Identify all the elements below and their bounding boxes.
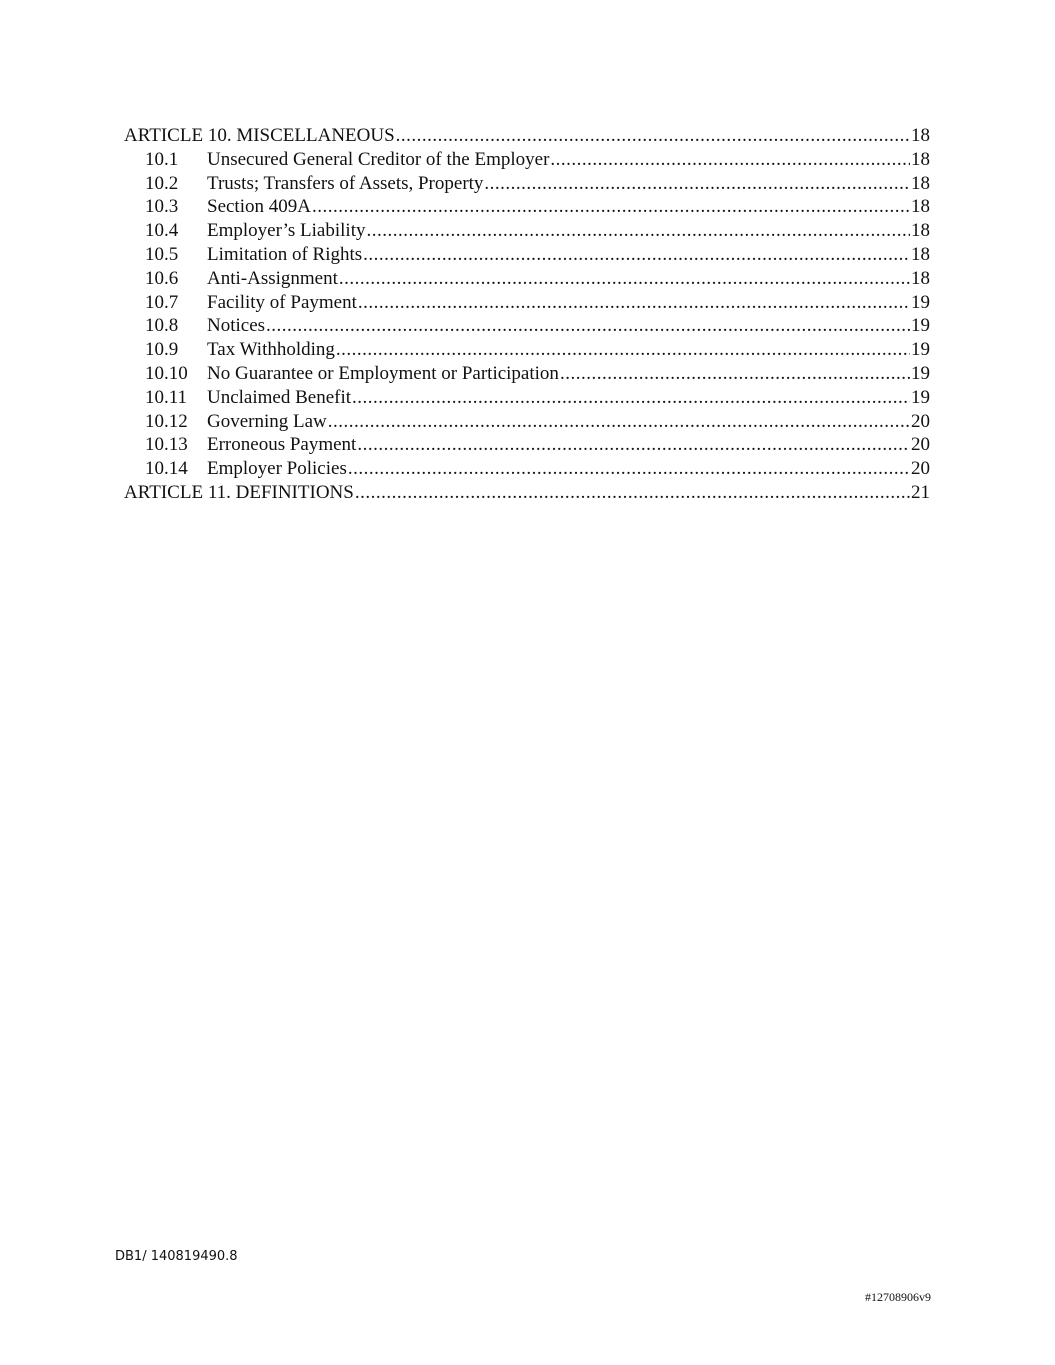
footer-document-id: DB1/ 140819490.8: [115, 1249, 238, 1264]
toc-page-number: 20: [911, 458, 930, 480]
toc-page-number: 18: [911, 148, 930, 170]
dot-leader: [550, 148, 910, 172]
toc-entry-section[interactable]: [124, 386, 930, 410]
toc-entry-title: Limitation of Rights: [207, 243, 363, 265]
toc-entry-title: ARTICLE 11. DEFINITIONS: [124, 481, 354, 503]
toc-section-number: 10.11: [145, 386, 188, 408]
footer-revision-number: #12708906v9: [865, 1290, 931, 1304]
toc-section-number: 10.1: [145, 148, 179, 170]
toc-page-number: 21: [911, 481, 930, 503]
toc-page-number: 19: [911, 291, 930, 313]
toc-page-number: 20: [911, 434, 930, 456]
toc-entry-article-11[interactable]: [124, 481, 930, 505]
toc-entry-title: No Guarantee or Employment or Participation: [207, 362, 559, 384]
toc-entry-title: Unclaimed Benefit: [207, 386, 352, 408]
toc-entry-section[interactable]: [124, 267, 930, 291]
toc-entry-title: Facility of Payment: [207, 291, 357, 313]
toc-section-number: 10.8: [145, 315, 179, 337]
dot-leader: [352, 386, 910, 410]
toc-section-number: 10.9: [145, 339, 179, 361]
dot-leader: [312, 195, 910, 219]
toc-section-number: 10.5: [145, 243, 179, 265]
dot-leader: [484, 172, 910, 196]
dot-leader: [266, 314, 910, 338]
toc-entry-title: Notices: [207, 315, 266, 337]
toc-entry-section[interactable]: [124, 410, 930, 434]
toc-entry-title: Governing Law: [207, 410, 327, 432]
dot-leader: [396, 124, 910, 148]
toc-page-number: 18: [911, 243, 930, 265]
dot-leader: [339, 267, 910, 291]
toc-section-number: 10.4: [145, 220, 179, 242]
toc-page-number: 20: [911, 410, 930, 432]
dot-leader: [560, 362, 910, 386]
toc-section-number: 10.7: [145, 291, 179, 313]
toc-section-number: 10.10: [145, 362, 188, 384]
toc-entry-section[interactable]: [124, 338, 930, 362]
toc-entry-title: Tax Withholding: [207, 339, 335, 361]
dot-leader: [328, 410, 910, 434]
toc-entry-section[interactable]: [124, 457, 930, 481]
dot-leader: [367, 219, 911, 243]
toc-section-number: 10.12: [145, 410, 188, 432]
toc-page-number: 18: [911, 125, 930, 146]
toc-entry-title: Employer Policies: [207, 458, 347, 480]
toc-entry-title: Anti-Assignment: [207, 267, 338, 289]
toc-entry-section[interactable]: [124, 172, 930, 196]
toc-entry-section[interactable]: [124, 433, 930, 457]
toc-section-number: 10.14: [145, 458, 188, 480]
toc-entry-title: Section 409A: [207, 196, 311, 218]
dot-leader: [363, 243, 910, 267]
table-of-contents: [124, 124, 930, 505]
dot-leader: [336, 338, 910, 362]
toc-entry-title: Trusts; Transfers of Assets, Property: [207, 172, 484, 194]
toc-page-number: 18: [911, 267, 930, 289]
toc-entry-title: Employer’s Liability: [207, 220, 366, 242]
toc-section-number: 10.13: [145, 434, 188, 456]
toc-entry-section[interactable]: [124, 314, 930, 338]
toc-page-number: 19: [911, 339, 930, 361]
dot-leader: [355, 481, 910, 505]
toc-page-number: 18: [911, 172, 930, 194]
toc-entry-section[interactable]: [124, 195, 930, 219]
toc-entry-section[interactable]: [124, 219, 930, 243]
toc-entry-title: Erroneous Payment: [207, 434, 357, 456]
toc-page-number: 18: [911, 196, 930, 218]
toc-section-number: 10.3: [145, 196, 179, 218]
toc-section-number: 10.6: [145, 267, 179, 289]
toc-entry-section[interactable]: [124, 243, 930, 267]
dot-leader: [357, 433, 910, 457]
toc-entry-title: Unsecured General Creditor of the Employer: [207, 148, 550, 170]
toc-entry-section[interactable]: [124, 362, 930, 386]
toc-section-number: 10.2: [145, 172, 179, 194]
toc-page-number: 19: [911, 386, 930, 408]
toc-page-number: 19: [911, 362, 930, 384]
toc-page-number: 19: [911, 315, 930, 337]
toc-entry-title: ARTICLE 10. MISCELLANEOUS: [124, 125, 395, 146]
toc-entry-section[interactable]: [124, 291, 930, 315]
dot-leader: [358, 291, 910, 315]
toc-entry-article-10[interactable]: [124, 124, 930, 148]
toc-entry-section[interactable]: [124, 148, 930, 172]
toc-page-number: 18: [911, 220, 930, 242]
dot-leader: [348, 457, 910, 481]
